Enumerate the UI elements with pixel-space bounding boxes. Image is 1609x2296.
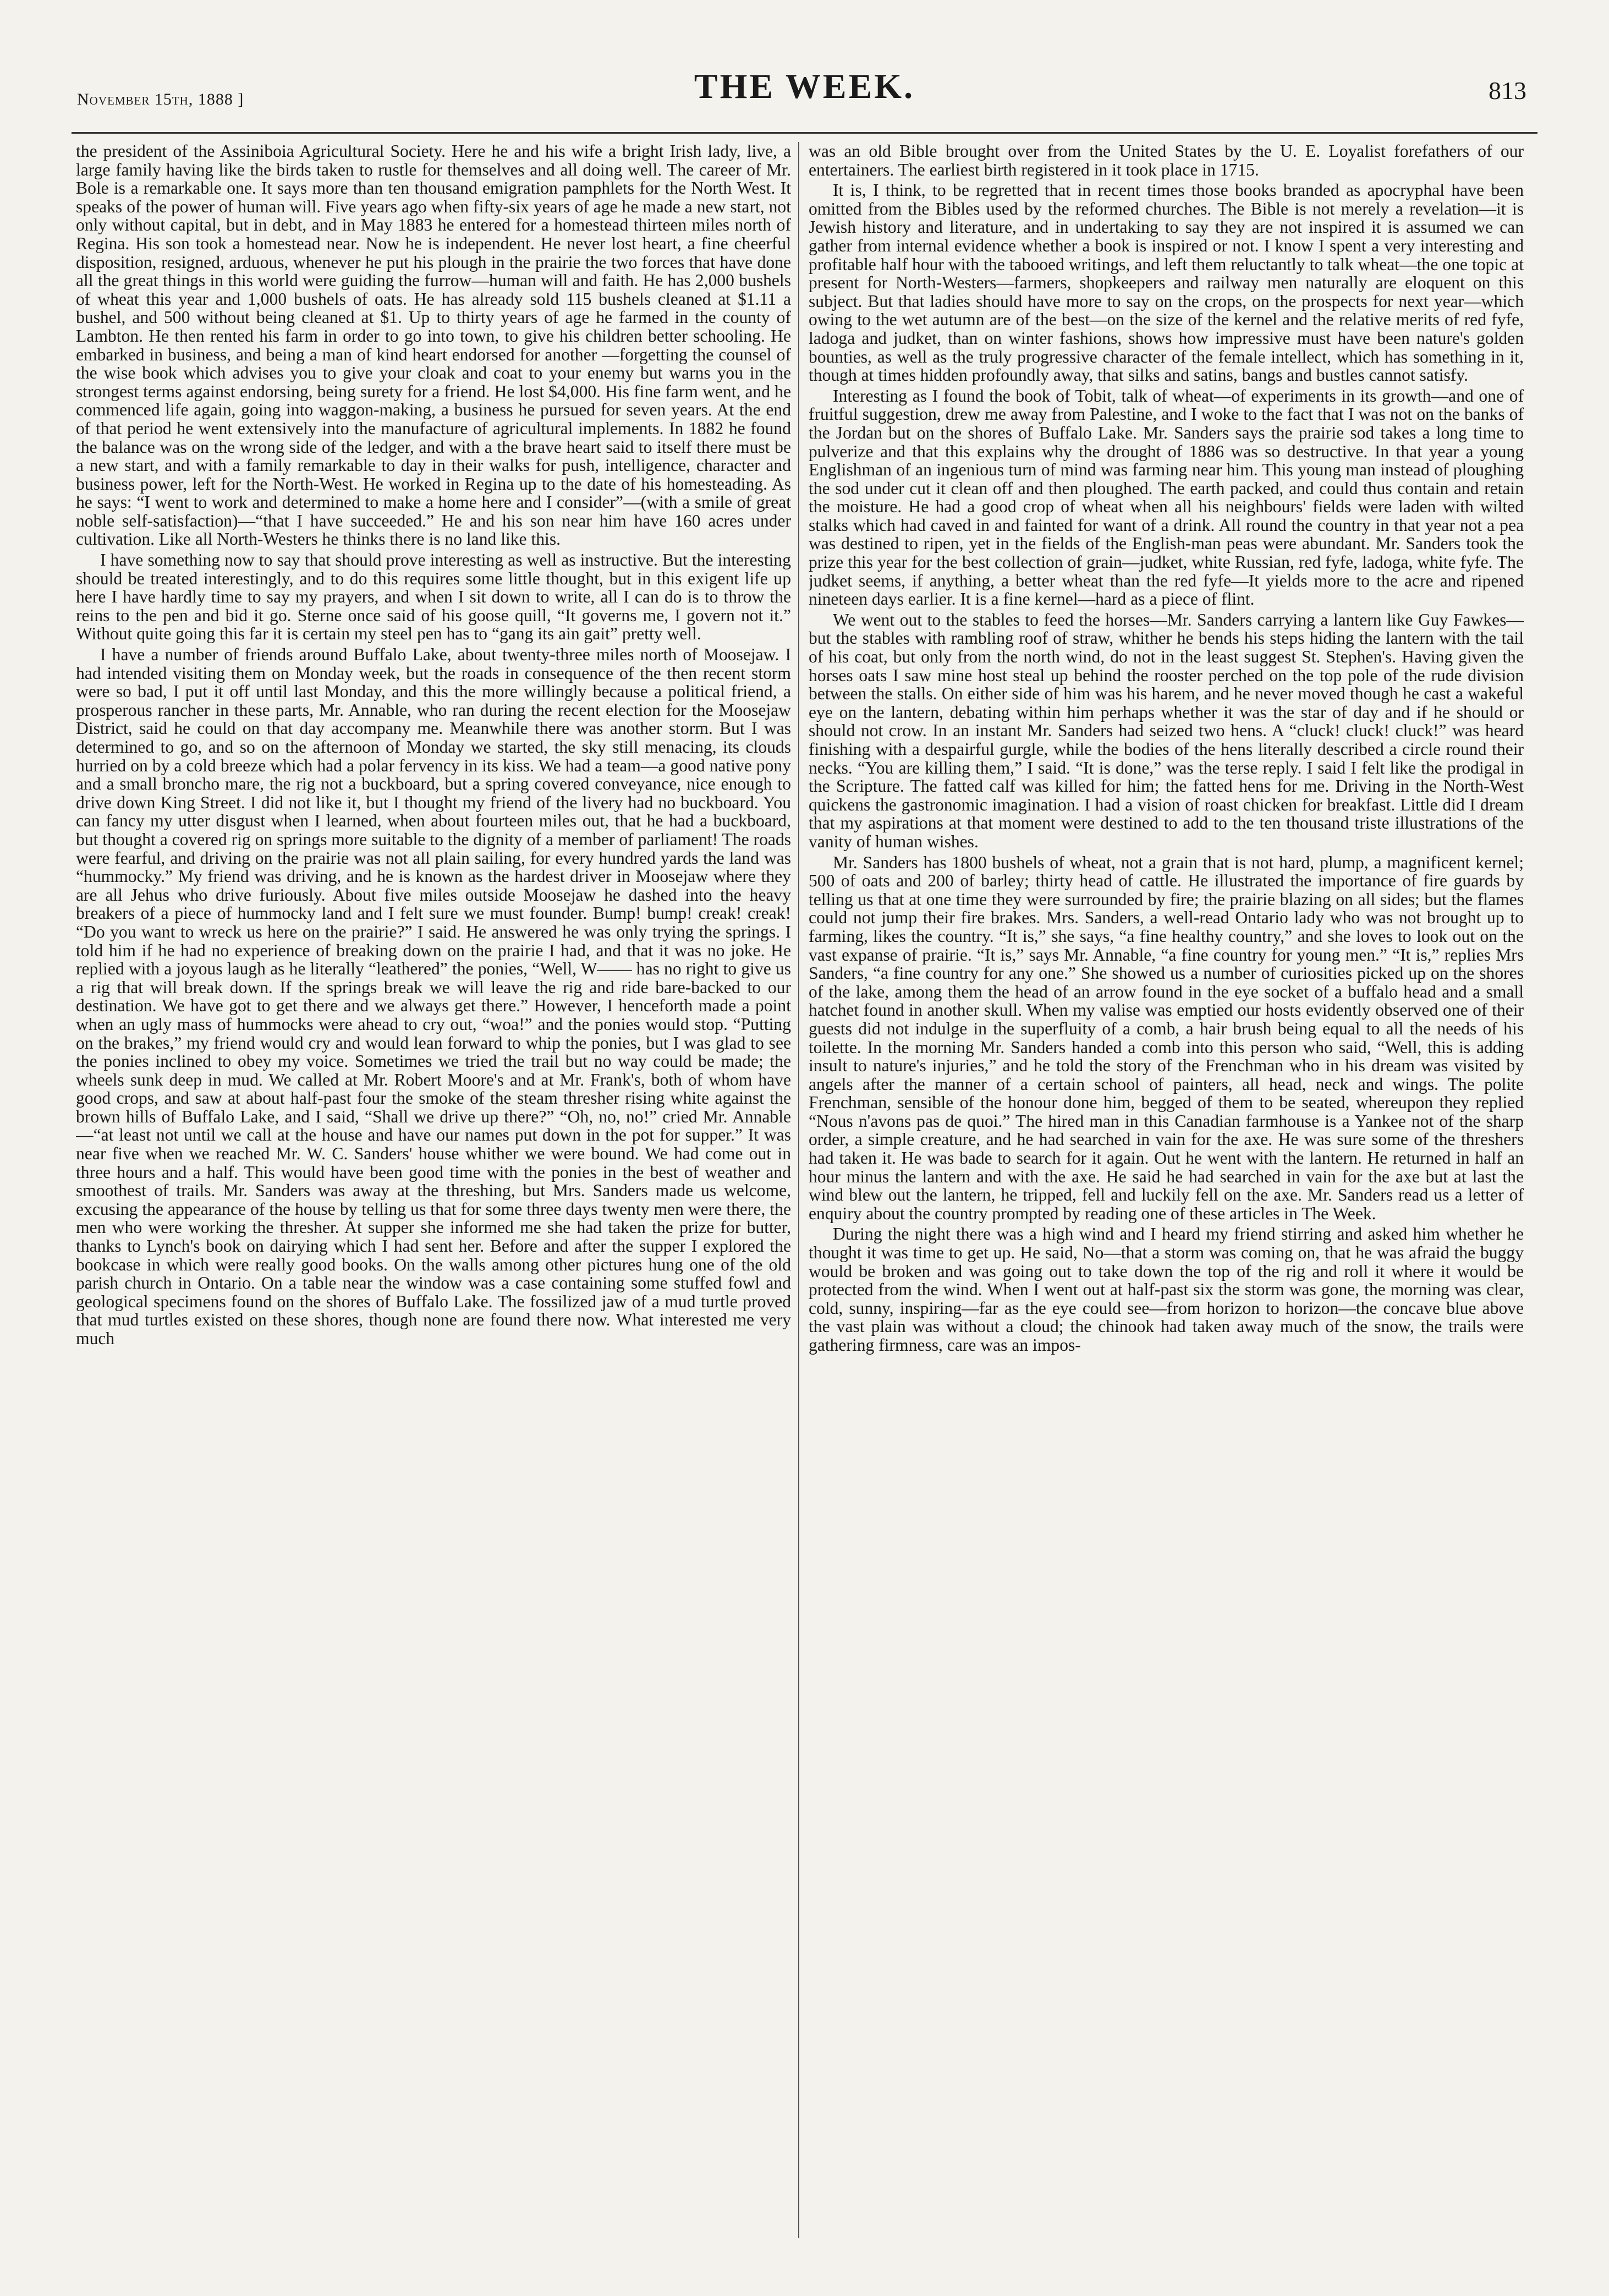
paragraph: I have something now to say that should prove interesting as well as instructive. But the interesting should be treated interestingly, and to do this requires some little thought, but in this exigent life up here I have hardly time to say my prayers, and when I sit down to write, all I can do is to throw the reins to the pen and bid it go. Sterne once said of his goose quill, “It governs me, I govern not it.” Without quite going this far it is certain my steel pen has to “gang its ain gait” pretty well. [76, 550, 791, 644]
left-column [76, 142, 791, 2238]
paragraph: During the night there was a high wind and I heard my friend stirring and asked him whether he thought it was time to get up. He said, No—that a storm was coming on, that he was afraid the buggy would be broken and was going out to take down the top of the rig and roll it where it would be protected from the wind. When I went out at half-past six the storm was gone, the morning was clear, cold, sunny, inspiring—far as the eye could see—from horizon to horizon—the concave blue above the vast plain was without a cloud; the chinook had taken away much of the snow, the trails were gathering firmness, care was an impos- [809, 1224, 1524, 1355]
paragraph: was an old Bible brought over from the United States by the U. E. Loyalist forefathers of our entertainers. The earliest birth registered in it took place in 1715. [809, 142, 1524, 179]
paragraph: Mr. Sanders has 1800 bushels of wheat, not a grain that is not hard, plump, a magnificent kernel; 500 of oats and 200 of barley; thirty head of cattle. He illustrated the importance of fire guards by telling us that at one time they were surrounded by fire; the prairie blazing on all sides; but the flames could not jump their fire brakes. Mrs. Sanders, a well-read Ontario lady who was not brought up to farming, likes the country. “It is,” she says, “a fine healthy country,” and she loves to look out on the vast expanse of prairie. “It is,” says Mr. Annable, “a fine country for young men.” “It is,” replies Mrs Sanders, “a fine country for any one.” She showed us a number of curiosities picked up on the shores of the lake, among them the head of an arrow found in the eye socket of a buffalo head and a small hatchet found in another skull. When my valise was emptied our hosts evidently observed one of their guests did not indulge in the superfluity of a comb, a hair brush being equal to all the needs of his toilette. In the morning Mr. Sanders handed a comb into this person who said, “Well, this is adding insult to nature's injuries,” and he told the story of the Frenchman who in his dream was visited by angels after the manner of a certain school of painters, all head, neck and wings. The polite Frenchman, sensible of the honour done him, begged of them to be seated, whereupon they replied “Nous n'avons pas de quoi.” The hired man in this Canadian farmhouse is a Yankee not of the sharp order, a simple creature, and he had searched in vain for the axe. He was sure some of the threshers had taken it. He was bade to search for it again. Out he went with the lantern. He returned in half an hour minus the lantern and with the axe. He said he had searched in vain for the axe but at last the wind blew out the lantern, he tripped, fell and luckily fell on the axe. Mr. Sanders read us a letter of enquiry about the country prompted by reading one of these articles in The Week. [809, 852, 1524, 1223]
paragraph: It is, I think, to be regretted that in recent times those books branded as apocryphal have been omitted from the Bibles used by the reformed churches. The Bible is not merely a revelation—it is Jewish history and literature, and in undertaking to say they are not inspired it is assumed we can gather from internal evidence whether a book is inspired or not. I know I spent a very interesting and profitable half hour with the tabooed writings, and left them reluctantly to talk wheat—the one topic at present for North-Westers—farmers, shopkeepers and railway men naturally are eloquent on this subject. But that ladies should have more to say on the crops, on the prospects for next year—which owing to the wet autumn are of the best—on the size of the kernel and the relative merits of red fyfe, ladoga and judket, than on winter fashions, shows how impressive must have been nature's golden bounties, as well as the truly progressive character of the female intellect, which has something in it, though at times hidden profoundly away, that silks and satins, bangs and bustles cannot satisfy. [809, 180, 1524, 385]
right-column [809, 142, 1524, 2238]
column-divider [798, 142, 799, 2238]
header-rule [72, 132, 1537, 134]
paragraph: I have a number of friends around Buffalo Lake, about twenty-three miles north of Moosejaw. I had intended visiting them on Monday week, but the roads in consequence of the then recent storm were so bad, I put it off until last Monday, and this the more willingly because a political friend, a prosperous rancher in these parts, Mr. Annable, who ran during the recent election for the Moosejaw District, said he could on that day accompany me. Meanwhile there was another storm. But I was determined to go, and so on the afternoon of Monday we started, the sky still menacing, its clouds hurried on by a cold breeze which had a polar fervency in its kiss. We had a team—a good native pony and a small broncho mare, the rig not a buckboard, but a spring covered conveyance, nice enough to drive down King Street. I did not like it, but I thought my friend of the livery had no buckboard. You can fancy my utter disgust when I learned, when about fourteen miles out, that he had a buckboard, but thought a covered rig on springs more suitable to the dignity of a member of parliament! The roads were fearful, and driving on the prairie was not all plain sailing, for every hundred yards the land was “hummocky.” My friend was driving, and he is known as the hardest driver in Moosejaw where they are all Jehus who drive furiously. About five miles outside Moosejaw he dashed into the heavy breakers of a piece of hummocky land and I felt sure we must founder. Bump! bump! creak! creak! “Do you want to wreck us here on the prairie?” I said. He answered he was only trying the springs. I told him if he had no experience of breaking down on the prairie I had, and that it was no joke. He replied with a joyous laugh as he literally “leathered” the ponies, “Well, W—— has no right to give us a rig that will break down. If the springs break we will leave the rig and ride bare-backed to our destination. We have got to get there and we always get there.” However, I henceforth made a point when an ugly mass of hummocks were ahead to cry out, “woa!” and the ponies would stop. “Putting on the brakes,” my friend would cry and would lean forward to whip the ponies, but I was glad to see the ponies inclined to obey my voice. Sometimes we tried the trail but no way could be made; the wheels sunk deep in mud. We called at Mr. Robert Moore's and at Mr. Frank's, both of whom have good crops, and saw at about half-past four the smoke of the steam thresher rising white against the brown hills of Buffalo Lake, and I said, “Shall we drive up there?” “Oh, no, no!” cried Mr. Annable—“at least not until we call at the house and have our names put down in the pot for supper.” It was near five when we reached Mr. W. C. Sanders' house whither we were bound. We had come out in three hours and a half. This would have been good time with the ponies in the best of weather and smoothest of trails. Mr. Sanders was away at the threshing, but Mrs. Sanders made us welcome, excusing the appearance of the house by telling us that for some three days twenty men were there, the men who were working the thresher. At supper she informed me she had taken the prize for butter, thanks to Lynch's book on dairying which I had sent her. Before and after the supper I explored the bookcase in which were really good books. On the walls among other pictures hung one of the old parish church in Ontario. On a table near the window was a case containing some stuffed fowl and geological specimens found on the shores of Buffalo Lake. The fossilized jaw of a mud turtle proved that mud turtles existed on these shores, though none are found there now. What interested me very much [76, 645, 791, 1348]
paragraph: the president of the Assiniboia Agricultural Society. Here he and his wife a bright Irish lady, live, a large family having like the birds taken to rustle for themselves and all doing well. The career of Mr. Bole is a remarkable one. It says more than ten thousand emigration pamphlets for the North West. It speaks of the power of human will. Five years ago when fifty-six years of age he made a new start, not only without capital, but in debt, and in May 1883 he entered for a homestead thirteen miles north of Regina. His son took a homestead near. Now he is independent. He never lost heart, a fine cheerful disposition, resigned, arduous, whenever he put his plough in the prairie the two forces that have done all the great things in this world were guiding the furrow—human will and faith. He has 2,000 bushels of wheat this year and 1,000 bushels of oats. He has already sold 115 bushels cleaned at $1.11 a bushel, and 500 without being cleaned at $1. Up to thirty years of age he farmed in the county of Lambton. He then rented his farm in order to go into town, to give his children better schooling. He embarked in business, and being a man of kind heart endorsed for another —forgetting the counsel of the wise book which advises you to give your cloak and coat to your enemy but warns you in the strongest terms against endorsing, being surety for a friend. He lost $4,000. His fine farm went, and he commenced life again, going into waggon-making, a business he pursued for seven years. At the end of that period he went extensively into the manufacture of agricultural implements. In 1882 he found the balance was on the wrong side of the ledger, and with a the brave heart said to itself there must be a new start, and with a family remarkable to day in their walks for push, intelligence, character and business power, left for the North-West. He worked in Regina up to the date of his homesteading. As he says: “I went to work and determined to make a home here and I consider”—(with a smile of great noble self-satisfaction)—“that I have succeeded.” He and his son near him have 160 acres under cultivation. Like all North-Westers he thinks there is no land like this. [76, 142, 791, 549]
masthead-title: THE WEEK. [694, 67, 915, 106]
issue-date: November 15th, 1888 ] [77, 90, 244, 108]
paragraph: We went out to the stables to feed the horses—Mr. Sanders carrying a lantern like Guy Fawkes—but the stables with rambling roof of straw, whither he bends his steps hiding the lantern with the tail of his coat, but only from the north wind, do not in the least suggest St. Stephen's. Having given the horses oats I saw mine host steal up behind the rooster perched on the top pole of the rude division between the stalls. On either side of him was his harem, and he never moved though he cast a wakeful eye on the lantern, debating within him perhaps whether it was the star of day and if he should or should not crow. In an instant Mr. Sanders had seized two hens. A “cluck! cluck! cluck!” was heard finishing with a despairful gurgle, while the bodies of the hens literally described a circle round their necks. “You are killing them,” I said. “It is done,” was the terse reply. I said I felt like the prodigal in the Scripture. The fatted calf was killed for him; the fatted hens for me. Driving in the North-West quickens the gastronomic imagination. I had a vision of roast chicken for breakfast. Little did I dream that my aspirations at that moment were destined to add to the ten thousand triste illustrations of the vanity of human wishes. [809, 610, 1524, 851]
page-header [72, 66, 1537, 132]
paragraph: Interesting as I found the book of Tobit, talk of wheat—of experiments in its growth—and one of fruitful suggestion, drew me away from Palestine, and I woke to the fact that I was not on the banks of the Jordan but on the shores of Buffalo Lake. Mr. Sanders says the prairie sod takes a long time to pulverize and that this explains why the drought of 1886 was so destructive. In that year a young Englishman of an ingenious turn of mind was farming near him. This young man instead of ploughing the sod under cut it clean off and then ploughed. The earth packed, and could thus contain and retain the moisture. He had a good crop of wheat when all his neighbours' fields were laden with wilted stalks which had caved in and fainted for want of a drink. All round the country in that year not a pea was destined to ripen, yet in the fields of the English-man peas were abundant. Mr. Sanders took the prize this year for the best collection of grain—judket, white Russian, red fyfe, ladoga, white fyfe. The judket seems, if anything, a better wheat than the red fyfe—It yields more to the acre and ripened nineteen days earlier. It is a fine kernel—hard as a piece of flint. [809, 386, 1524, 609]
page-number: 813 [1489, 76, 1526, 105]
